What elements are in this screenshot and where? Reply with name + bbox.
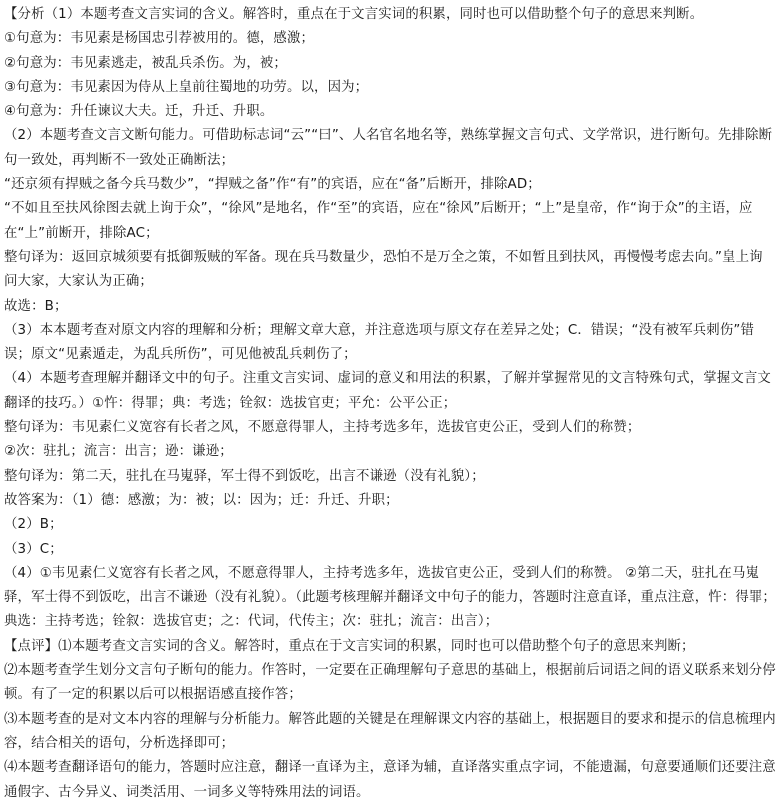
option-1-explanation: ①句意为：韦见素是杨国忠引荐被用的。德，感激； (4, 31, 315, 47)
part4-translation-1: 整句译为：韦见素仁义宽容有长者之风，不愿意得罪人，主持考选多年，选拔官吏公正，受到人们的称赞； (4, 420, 641, 436)
answer-part4: （4）①韦见素仁义宽容有长者之风，不愿意得罪人，主持考选多年，选拔官吏公正，受到人们的称赞。 ②第二天，驻扎在马嵬驿，军士得不到饭吃，出言不谦逊（没有礼貌）。（此题考核理解并翻译文中句子的能力，答题时注意直译，重点注意，忤：得罪；典选：主持考选；铨叙：选拔官吏；之：代词，代传主；次：驻扎；流言：出言）； (4, 565, 776, 630)
part2-intro: （2）本题考查文言文断句能力。可借助标志词“云”“曰”、人名官名地名等，熟练掌握文言句式、文学常识，进行断句。先排除断句一致处，再判断不一致处正确断法； (4, 128, 773, 168)
option-3-explanation: ③句意为：韦见素因为侍从上皇前往蜀地的功劳。以，因为； (4, 79, 369, 95)
part4-keywords-2: ②次：驻扎；流言：出言；逊：谦逊； (4, 444, 233, 460)
comment-3: ⑶本题考查的是对文本内容的理解与分析能力。解答此题的关键是在理解课文内容的基础上，根据题目的要求和提示的信息梳理内容，结合相关的语句，分析选择即可； (4, 711, 776, 751)
part4-translation-2: 整句译为：第二天，驻扎在马嵬驿，军士得不到饭吃，出言不谦逊（没有礼貌）； (4, 468, 485, 484)
part2-answer: 故选：B； (4, 298, 68, 314)
comment-1: 【点评】⑴本题考查文言实词的含义。解答时，重点在于文言实词的积累，同时也可以借助整个句子的意思来判断； (4, 638, 695, 654)
answer-part3: （3）C； (4, 541, 63, 557)
answer-part1: 故答案为：（1）德：感激；为：被；以：因为；迁：升迁、升职； (4, 492, 399, 508)
option-2-explanation: ②句意为：韦见素逃走，被乱兵杀伤。为，被； (4, 55, 287, 71)
analysis-heading-part1: 【分析（1）本题考查文言实词的含义。解答时，重点在于文言实词的积累，同时也可以借助整个句子的意思来判断。 (4, 7, 704, 22)
part2-sentence-b: “不如且至扶风徐图去就上询于众”，“徐风”是地名，作“至”的宾语，应在“徐风”后断开；“上”是皇帝，作“询于众”的主语，应在“上”前断开，排除AC； (4, 201, 753, 241)
comment-2: ⑵本题考查学生划分文言句子断句的能力。作答时，一定要在正确理解句子意思的基础上，根据前后词语之间的语义联系来划分停顿。有了一定的积累以后可以根据语感直接作答； (4, 663, 776, 703)
answer-part2: （2）B； (4, 517, 63, 533)
part2-sentence-a: “还京须有捍贼之备今兵马数少”，“捍贼之备”作“有”的宾语，应在“备”后断开，排除AD； (4, 177, 541, 193)
part2-translation: 整句译为：返回京城须要有抵御叛贼的军备。现在兵马数量少，恐怕不是万全之策，不如暂且到扶风，再慢慢考虑去向。”皇上询问大家，大家认为正确； (4, 249, 763, 290)
part3-analysis: （3）本本题考查对原文内容的理解和分析；理解文章大意，并注意选项与原文存在差异之处；C．错误；“没有被军兵刺伤”错误；原文“见素遁走，为乱兵所伤”，可见他被乱兵刺伤了； (4, 322, 754, 363)
comment-4: ⑷本题考查翻译语句的能力，答题时应注意，翻译一直译为主，意译为辅，直译落实重点字词，不能遗漏，句意要通顺们还要注意通假字、古今异义、词类活用、一词多义等特殊用法的词语。 (4, 760, 776, 800)
option-4-explanation: ④句意为：升任谏议大夫。迁，升迁、升职。 (4, 104, 274, 120)
part4-intro: （4）本题考查理解并翻译文中的句子。注重文言实词、虚词的意义和用法的积累，了解并掌握常见的文言特殊句式，掌握文言文翻译的技巧。）①忤：得罪；典：考选；铨叙：选拔官吏；平允：公平公正； (4, 371, 771, 411)
